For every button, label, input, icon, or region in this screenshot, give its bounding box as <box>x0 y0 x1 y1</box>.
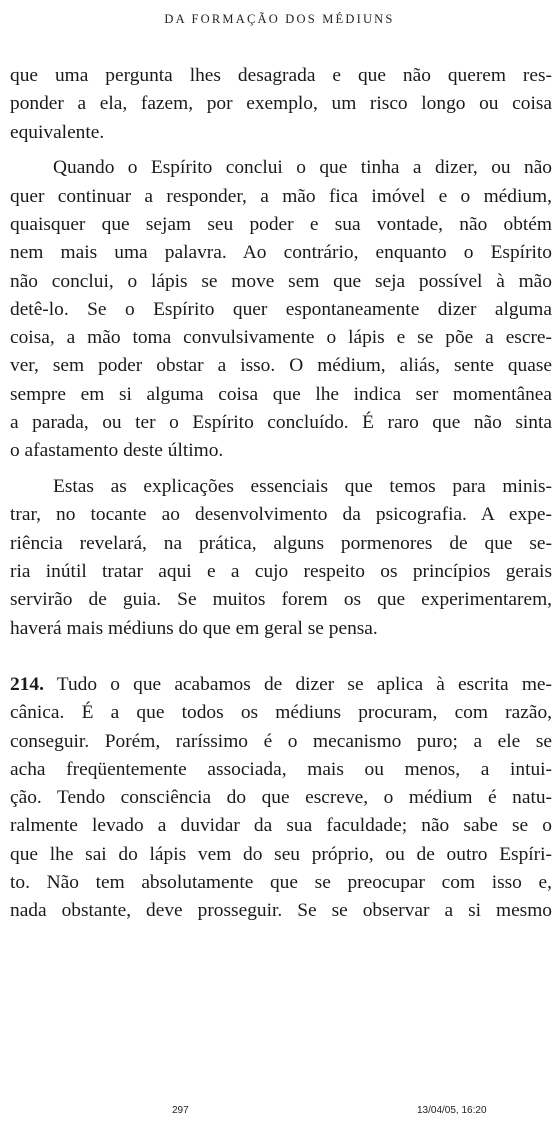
text-line: não conclui, o lápis se move sem que seja possível à mão <box>10 270 552 292</box>
text-line: quer continuar a responder, a mão fica imóvel e o médium, <box>10 185 552 207</box>
text-line: coisa, a mão toma convulsivamente o lápis e se põe a escre- <box>10 327 552 349</box>
print-timestamp: 13/04/05, 16:20 <box>417 1105 487 1116</box>
text-line: to. Não tem absolutamente que se preocupar com isso e, <box>10 872 552 894</box>
section-number: 214. <box>10 673 44 695</box>
paragraph-2 <box>10 154 552 465</box>
text-line: nem mais uma palavra. Ao contrário, enquanto o Espírito <box>10 242 552 264</box>
text-line: ria inútil tratar aqui e a cujo respeito os princípios gerais <box>10 561 552 583</box>
body-text <box>10 62 552 926</box>
text-line: ralmente levado a duvidar da sua faculdade; não sabe se o <box>10 815 552 837</box>
text-line: Quando o Espírito conclui o que tinha a dizer, ou não <box>53 157 552 179</box>
text-line: riência revelará, na prática, alguns pormenores de que se- <box>10 532 552 554</box>
text-line: ponder a ela, fazem, por exemplo, um risco longo ou coisa <box>10 93 552 115</box>
text-line: que lhe sai do lápis vem do seu próprio, ou de outro Espíri- <box>10 843 552 865</box>
text-line: ção. Tendo consciência do que escreve, o médium é natu- <box>10 787 552 809</box>
text-line: servirão de guia. Se muitos forem os que experimentarem, <box>10 589 552 611</box>
text-line: acha freqüentemente associada, mais ou menos, a intui- <box>10 758 552 780</box>
text-line: ver, sem poder obstar a isso. O médium, aliás, sente quase <box>10 355 552 377</box>
paragraph-1 <box>10 62 552 147</box>
text-line: detê-lo. Se o Espírito quer espontaneamente dizer alguma <box>10 298 552 320</box>
text-line: o afastamento deste último. <box>10 440 224 462</box>
text-line: equivalente. <box>10 121 105 143</box>
text-line: Estas as explicações essenciais que temos para minis- <box>53 476 552 498</box>
paragraph-214 <box>10 671 552 926</box>
page-number: 297 <box>172 1105 189 1116</box>
text-line: conseguir. Porém, raríssimo é o mecanismo puro; a ele se <box>10 730 552 752</box>
paragraph-3 <box>10 473 552 643</box>
text-line <box>10 671 552 699</box>
text-line: sempre em si alguma coisa que lhe indica ser momentânea <box>10 383 552 405</box>
text-line: nada obstante, deve prosseguir. Se se observar a si mesmo <box>10 900 552 922</box>
text-line: trar, no tocante ao desenvolvimento da psicografia. A expe- <box>10 504 552 526</box>
page-footer <box>0 1105 559 1121</box>
running-head: DA FORMAÇÃO DOS MÉDIUNS <box>164 12 395 26</box>
text-line: quaisquer que sejam seu poder e sua vontade, não obtém <box>10 213 552 235</box>
text-line: haverá mais médiuns do que em geral se pensa. <box>10 617 378 639</box>
text-line-rest: Tudo o que acabamos de dizer se aplica à escrita me- <box>43 673 552 695</box>
text-line: cânica. É a que todos os médiuns procuram, com razão, <box>10 702 552 724</box>
text-line: que uma pergunta lhes desagrada e que não querem res- <box>10 65 552 86</box>
text-line: a parada, ou ter o Espírito concluído. É raro que não sinta <box>10 412 552 434</box>
